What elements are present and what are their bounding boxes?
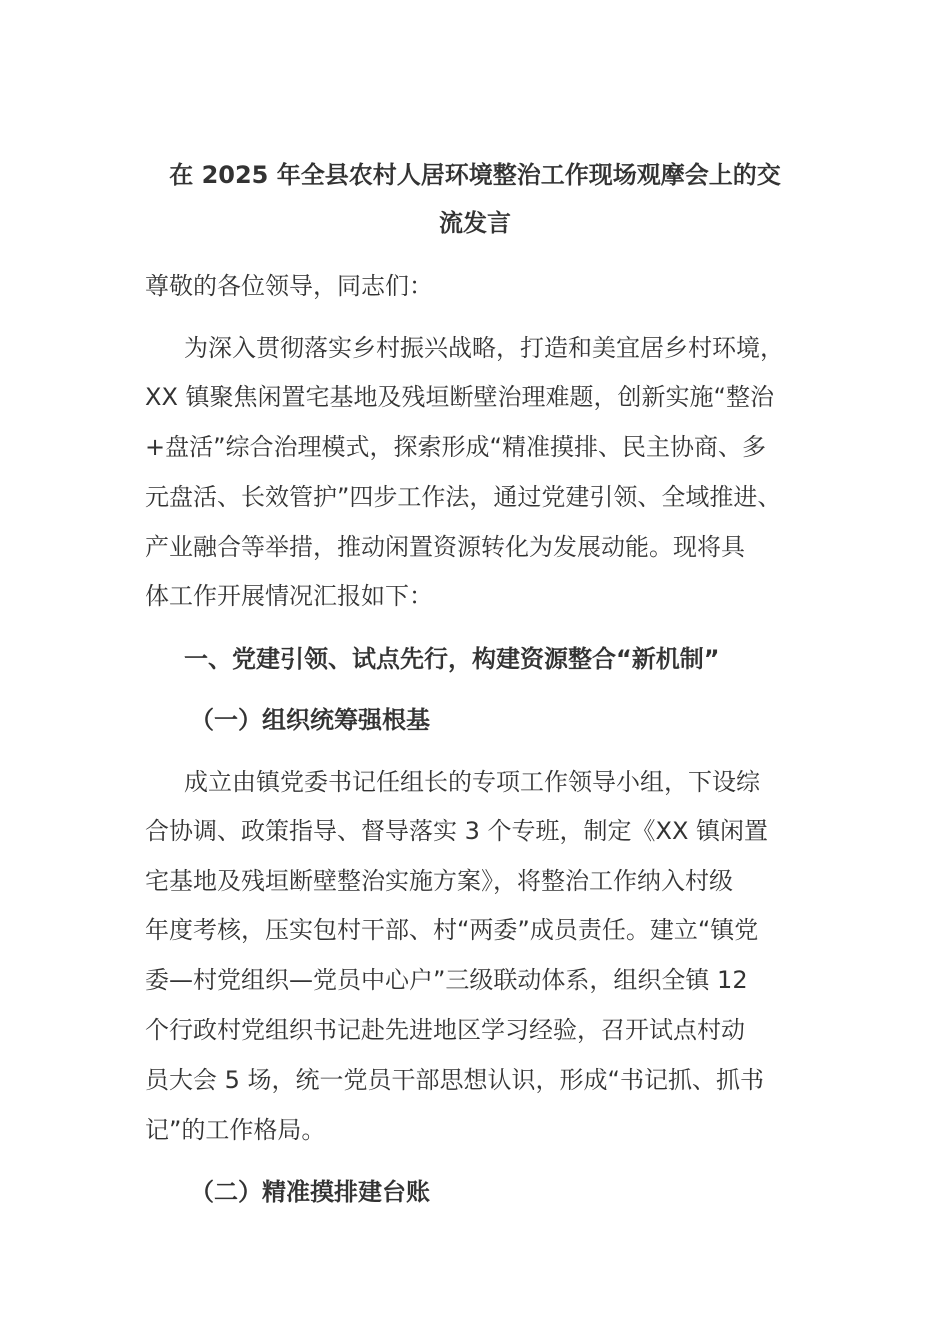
subsection-1-line-8: 记”的工作格局。: [145, 1116, 326, 1144]
subsection-1-line-2: 合协调、政策指导、督导落实 3 个专班，制定《XX 镇闲置: [145, 817, 769, 845]
intro-line-1: 为深入贯彻落实乡村振兴战略，打造和美宜居乡村环境，: [184, 334, 784, 362]
subsection-1-line-5: 委—村党组织—党员中心户”三级联动体系，组织全镇 12: [145, 966, 748, 994]
document-title-line-1: 在 2025 年全县农村人居环境整治工作现场观摩会上的交: [169, 161, 781, 189]
subsection-1-heading: （一）组织统筹强根基: [190, 706, 430, 734]
intro-line-2: XX 镇聚焦闲置宅基地及残垣断壁治理难题，创新实施“整治: [145, 383, 774, 411]
document-title-line-2: 流发言: [439, 209, 511, 237]
intro-line-3: +盘活”综合治理模式，探索形成“精准摸排、民主协商、多: [145, 433, 766, 461]
subsection-1-line-3: 宅基地及残垣断壁整治实施方案》，将整治工作纳入村级: [145, 867, 733, 895]
subsection-1-line-1: 成立由镇党委书记任组长的专项工作领导小组，下设综: [184, 768, 760, 796]
intro-line-4: 元盘活、长效管护”四步工作法，通过党建引领、全域推进、: [145, 483, 782, 511]
subsection-1-line-7: 员大会 5 场，统一党员干部思想认识，形成“书记抓、抓书: [145, 1066, 764, 1094]
subsection-1-line-6: 个行政村党组织书记赴先进地区学习经验，召开试点村动: [145, 1016, 745, 1044]
subsection-2-heading: （二）精准摸排建台账: [190, 1178, 430, 1206]
intro-line-6: 体工作开展情况汇报如下：: [145, 582, 433, 610]
subsection-1-line-4: 年度考核，压实包村干部、村“两委”成员责任。建立“镇党: [145, 916, 759, 944]
intro-line-5: 产业融合等举措，推动闲置资源转化为发展动能。现将具: [145, 533, 745, 561]
salutation: 尊敬的各位领导，同志们：: [145, 272, 433, 300]
section-1-heading: 一、党建引领、试点先行，构建资源整合“新机制”: [184, 645, 720, 673]
